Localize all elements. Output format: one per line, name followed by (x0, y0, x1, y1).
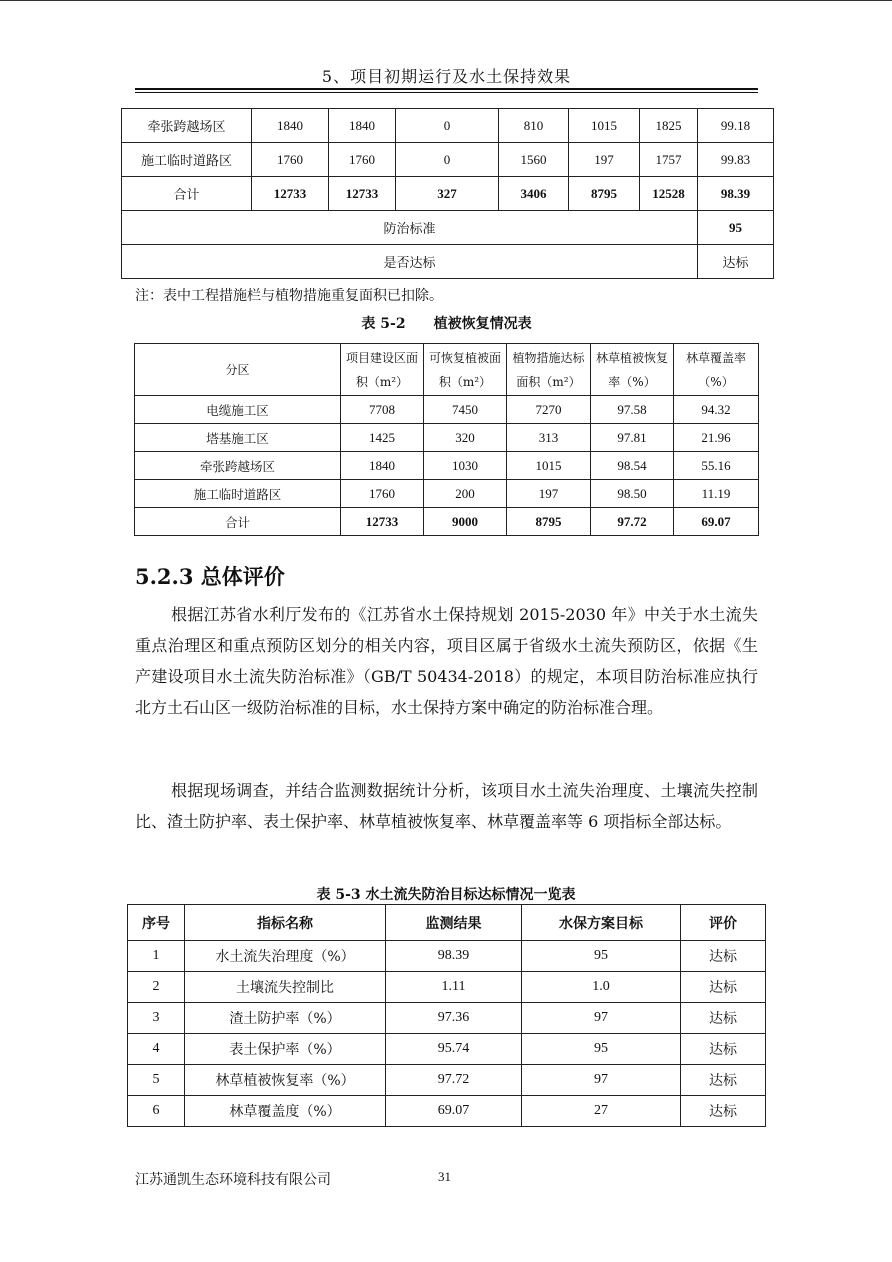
table-cell: 27 (522, 1096, 681, 1127)
table-cell: 12733 (341, 508, 424, 536)
table-cell: 达标 (681, 941, 766, 972)
table-cell: 69.07 (674, 508, 759, 536)
table-cell: 11.19 (674, 480, 759, 508)
table-cell: 3406 (499, 177, 569, 211)
table-header-cell: 序号 (128, 905, 185, 941)
table-cell: 合计 (122, 177, 252, 211)
table-vegetation-recovery (134, 343, 759, 536)
table-cell: 97.81 (591, 424, 674, 452)
table-cell: 2 (128, 972, 185, 1003)
table-cell: 合计 (135, 508, 341, 536)
table-cell: 8795 (507, 508, 591, 536)
table-cell: 97.36 (386, 1003, 522, 1034)
table-cell: 95 (522, 1034, 681, 1065)
table-cell: 1840 (252, 109, 329, 143)
table-row (135, 396, 759, 424)
table-cell: 3 (128, 1003, 185, 1034)
table-cell: 水土流失治理度（%） (185, 941, 386, 972)
table-cell: 810 (499, 109, 569, 143)
table-row-pass (122, 245, 774, 279)
pass-value: 达标 (698, 245, 774, 279)
table-header-cell: 可恢复植被面积（m²） (424, 344, 507, 396)
table-cell: 渣土防护率（%） (185, 1003, 386, 1034)
table-row-total (122, 177, 774, 211)
table-cell: 197 (569, 143, 640, 177)
table-cell: 0 (396, 143, 499, 177)
table-header-row (128, 905, 766, 941)
table-cell: 1760 (252, 143, 329, 177)
table-cell: 牵张跨越场区 (122, 109, 252, 143)
table-cell: 55.16 (674, 452, 759, 480)
table-header-cell: 分区 (135, 344, 341, 396)
table-caption-title: 植被恢复情况表 (433, 316, 532, 332)
table-cell: 94.32 (674, 396, 759, 424)
table-caption (135, 313, 758, 333)
table-cell: 6 (128, 1096, 185, 1127)
table-row (128, 1034, 766, 1065)
table-note: 注：表中工程措施栏与植物措施重复面积已扣除。 (135, 288, 443, 304)
body-paragraph: 根据现场调查，并结合监测数据统计分析，该项目水土流失治理度、土壤流失控制比、渣土防护率、表土保护率、林草植被恢复率、林草覆盖率等 6 项指标全部达标。 (135, 781, 758, 831)
table-cell: 4 (128, 1034, 185, 1065)
table-cell: 7708 (341, 396, 424, 424)
section-heading: 5.2.3 总体评价 (135, 564, 285, 589)
table-cell: 1825 (640, 109, 698, 143)
page-top-border (0, 0, 892, 1)
table-cell: 塔基施工区 (135, 424, 341, 452)
table-cell: 98.50 (591, 480, 674, 508)
table-row-standard (122, 211, 774, 245)
table-cell: 12733 (329, 177, 396, 211)
body-paragraph: 根据江苏省水利厅发布的《江苏省水土保持规划 2015-2030 年》中关于水土流失重点治理区和重点预防区划分的相关内容，项目区属于省级水土流失预防区，依据《生产建设项目水土流失防治标准》（GB/T 50434-2018）的规定，本项目防治标准应执行北方土石山区一级防治标准的目标，水土保持方案中确定的防治标准合理。 (135, 605, 758, 717)
table-cell: 1760 (341, 480, 424, 508)
table-cell: 320 (424, 424, 507, 452)
footer-company: 江苏通凯生态环境科技有限公司 (135, 1172, 331, 1188)
table-row (135, 480, 759, 508)
table-cell: 327 (396, 177, 499, 211)
table-cell: 99.18 (698, 109, 774, 143)
table-cell: 1840 (329, 109, 396, 143)
pass-label: 是否达标 (122, 245, 698, 279)
table-header-cell: 评价 (681, 905, 766, 941)
table-cell: 1.0 (522, 972, 681, 1003)
table-cell: 1425 (341, 424, 424, 452)
table-header-cell: 项目建设区面积（m²） (341, 344, 424, 396)
table-cell: 12528 (640, 177, 698, 211)
standard-value: 95 (698, 211, 774, 245)
table-cell: 土壤流失控制比 (185, 972, 386, 1003)
table-cell: 97 (522, 1065, 681, 1096)
table-header-cell: 监测结果 (386, 905, 522, 941)
table-cell: 9000 (424, 508, 507, 536)
table-cell: 197 (507, 480, 591, 508)
table-cell: 施工临时道路区 (122, 143, 252, 177)
table-cell: 21.96 (674, 424, 759, 452)
table-cell: 1840 (341, 452, 424, 480)
table-row (128, 972, 766, 1003)
table-cell: 95 (522, 941, 681, 972)
table-cell: 7270 (507, 396, 591, 424)
table-cell: 97.72 (591, 508, 674, 536)
table-cell: 97.72 (386, 1065, 522, 1096)
table-row (122, 109, 774, 143)
table-row (135, 424, 759, 452)
table-header-cell: 水保方案目标 (522, 905, 681, 941)
table-cell: 12733 (252, 177, 329, 211)
header-rule-thin (135, 92, 758, 93)
table-cell: 99.83 (698, 143, 774, 177)
table-header-row (135, 344, 759, 396)
table-cell: 1.11 (386, 972, 522, 1003)
table-cell: 1 (128, 941, 185, 972)
table-cell: 95.74 (386, 1034, 522, 1065)
table-cell: 达标 (681, 1003, 766, 1034)
table-cell: 林草覆盖度（%） (185, 1096, 386, 1127)
table-soil-erosion-control (121, 108, 774, 279)
table-header-cell: 植物措施达标面积（m²） (507, 344, 591, 396)
table-row (128, 1096, 766, 1127)
table-cell: 97 (522, 1003, 681, 1034)
table-cell: 313 (507, 424, 591, 452)
table-cell: 达标 (681, 1096, 766, 1127)
table-cell: 林草植被恢复率（%） (185, 1065, 386, 1096)
standard-label: 防治标准 (122, 211, 698, 245)
table-cell: 98.39 (386, 941, 522, 972)
table-header-cell: 林草植被恢复率（%） (591, 344, 674, 396)
table-cell: 1757 (640, 143, 698, 177)
table-row (122, 143, 774, 177)
table-cell: 1015 (569, 109, 640, 143)
table-cell: 1760 (329, 143, 396, 177)
page-header-title: 5、项目初期运行及水土保持效果 (321, 67, 572, 86)
table-prevention-targets (127, 904, 766, 1127)
table-cell: 达标 (681, 972, 766, 1003)
table-cell: 电缆施工区 (135, 396, 341, 424)
table-cell: 达标 (681, 1034, 766, 1065)
table-header-cell: 指标名称 (185, 905, 386, 941)
table-cell: 5 (128, 1065, 185, 1096)
table-cell: 1015 (507, 452, 591, 480)
table-row-total (135, 508, 759, 536)
table-cell: 69.07 (386, 1096, 522, 1127)
table-row (128, 1065, 766, 1096)
header-rule (135, 88, 758, 90)
table-caption-number: 表 5-2 (361, 316, 406, 332)
table-cell: 0 (396, 109, 499, 143)
table-cell: 达标 (681, 1065, 766, 1096)
table-header-cell: 林草覆盖率（%） (674, 344, 759, 396)
table-cell: 8795 (569, 177, 640, 211)
table-cell: 牵张跨越场区 (135, 452, 341, 480)
table-cell: 200 (424, 480, 507, 508)
table-cell: 表土保护率（%） (185, 1034, 386, 1065)
table-row (128, 941, 766, 972)
table-cell: 7450 (424, 396, 507, 424)
table-row (135, 452, 759, 480)
table-cell: 施工临时道路区 (135, 480, 341, 508)
table-cell: 1560 (499, 143, 569, 177)
table-cell: 1030 (424, 452, 507, 480)
table-row (128, 1003, 766, 1034)
table-cell: 98.54 (591, 452, 674, 480)
page-number: 31 (438, 1169, 451, 1184)
table-caption: 表 5-3 水土流失防治目标达标情况一览表 (316, 887, 576, 903)
table-cell: 97.58 (591, 396, 674, 424)
table-cell: 98.39 (698, 177, 774, 211)
